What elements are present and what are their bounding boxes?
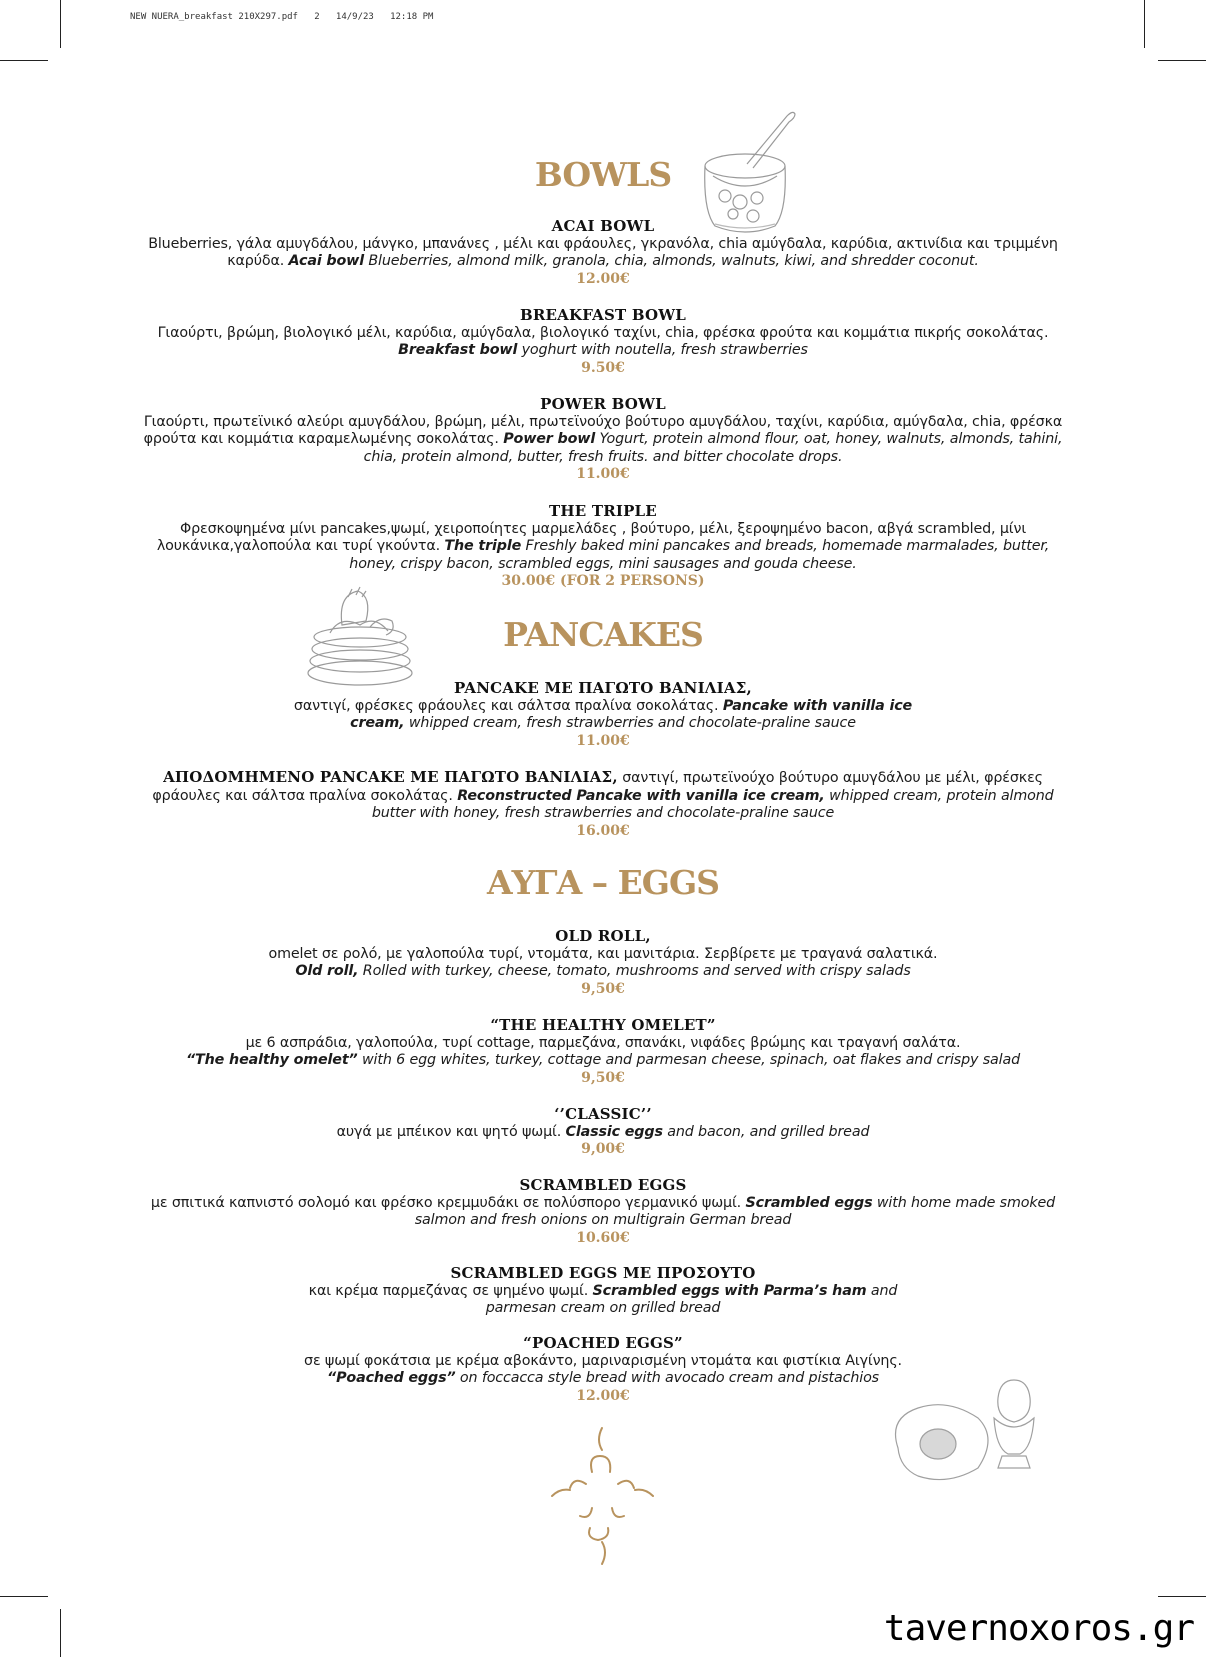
item-name: ‘’CLASSIC’’ xyxy=(554,1105,652,1123)
item-desc-greek: σαντιγί, φρέσκες φράουλες και σάλτσα πραλίνα σοκολάτας. xyxy=(293,697,719,714)
item-price: 9,00€ xyxy=(581,1141,625,1158)
item-en-name: Breakfast bowl xyxy=(398,342,518,359)
item-en-name: Acai bowl xyxy=(288,253,364,270)
item-desc-english: whipped cream, fresh strawberries and chocolate-praline sauce xyxy=(408,715,856,732)
section-title-eggs: ΑΥΓΑ – EGGS xyxy=(486,863,720,902)
item-en-name: Classic eggs xyxy=(565,1123,663,1140)
item-name: THE TRIPLE xyxy=(549,502,657,520)
menu-item-scrambled-eggs xyxy=(140,1177,1066,1247)
item-price: 16.00€ xyxy=(576,822,630,839)
item-description xyxy=(140,414,1066,467)
eggs-sketch-icon xyxy=(888,1378,1048,1488)
yogurt-jar-sketch-icon xyxy=(695,106,805,236)
item-en-name: “Poached eggs” xyxy=(327,1370,456,1387)
item-name: OLD ROLL, xyxy=(555,927,651,945)
brand-logo-ornament xyxy=(530,1420,675,1570)
item-name: ΑΠΟΔΟΜΗΜΕΝΟ PANCAKE ΜΕ ΠΑΓΩΤΟ ΒΑΝΙΛΙΑΣ, xyxy=(163,768,618,786)
item-price: 11.00€ xyxy=(576,466,630,483)
item-price: 9,50€ xyxy=(581,980,625,997)
menu-item-classic xyxy=(140,1106,1066,1159)
item-description xyxy=(140,325,1066,360)
item-desc-english: on foccacca style bread with avocado cream and pistachios xyxy=(459,1370,879,1387)
item-desc-english: and parmesan cream on grilled bread xyxy=(485,1282,898,1317)
item-description xyxy=(140,521,1066,574)
item-en-name: Power bowl xyxy=(503,431,596,448)
item-desc-english: Yogurt, protein almond flour, oat, honey, walnuts, almonds, tahini, chia, protein almond, butter, fresh fruits. and bitter chocolate drops. xyxy=(363,431,1063,465)
item-en-name: “The healthy omelet” xyxy=(185,1052,358,1069)
item-name: BREAKFAST BOWL xyxy=(519,306,687,324)
item-name: SCRAMBLED EGGS xyxy=(519,1176,687,1194)
crop-mark xyxy=(60,1609,61,1657)
crop-mark xyxy=(1158,1596,1206,1597)
item-desc-english: and bacon, and grilled bread xyxy=(667,1123,870,1140)
crop-mark xyxy=(0,60,48,61)
menu-item-power-bowl xyxy=(140,396,1066,484)
item-desc-greek: Γιαούρτι, πρωτεϊνικό αλεύρι αμυγδάλου, βρώμη, μέλι, πρωτεϊνούχο βούτυρο αμυγδάλου, ταχίνι, καρύδια, αμύγδαλα, chia, φρέσκα φρούτα και κομμάτια καραμελωμένης σοκολάτας. xyxy=(143,413,1063,448)
item-desc-greek: και κρέμα παρμεζάνας σε ψημένο ψωμί. xyxy=(308,1282,589,1299)
item-price: 9,50€ xyxy=(581,1069,625,1086)
menu-item-acai-bowl xyxy=(140,218,1066,288)
item-name: “THE HEALTHY OMELET” xyxy=(490,1016,716,1034)
item-description xyxy=(140,946,1066,981)
item-en-name: Scrambled eggs xyxy=(745,1194,873,1211)
crop-mark xyxy=(0,1596,48,1597)
item-desc-greek: omelet σε ρολό, με γαλοπούλα τυρί, ντομάτα, και μανιτάρια. Σερβίρετε με τραγανά σαλατικά. xyxy=(268,945,938,962)
item-desc-english: Rolled with turkey, cheese, tomato, mushrooms and served with crispy salads xyxy=(362,963,911,980)
menu-item-deconstructed-pancake xyxy=(140,769,1066,840)
item-en-name: Scrambled eggs with Parma’s ham xyxy=(592,1282,867,1299)
item-price: 12.00€ xyxy=(576,270,630,287)
item-name: POWER BOWL xyxy=(540,395,666,413)
menu-item-breakfast-bowl xyxy=(140,307,1066,377)
crop-mark xyxy=(60,0,61,48)
menu-item-healthy-omelet xyxy=(140,1017,1066,1087)
item-description xyxy=(140,769,1066,823)
item-desc-greek: Blueberries, γάλα αμυγδάλου, μάνγκο, μπανάνες , μέλι και φράουλες, γκρανόλα, chia αμύγδαλα, καρύδια, ακτινίδια και τριμμένη καρύδα. xyxy=(148,235,1058,270)
item-desc-greek: Φρεσκοψημένα μίνι pancakes,ψωμί, χειροποίητες μαρμελάδες , βούτυρο, μέλι, ξεροψημένο bacon, αβγά scrambled, μίνι λουκάνικα,γαλοπούλα και τυρί γκούντα. xyxy=(156,520,1027,555)
item-price: 9.50€ xyxy=(581,359,625,376)
file-header: NEW NUERA_breakfast 210X297.pdf 2 14/9/23 12:18 PM xyxy=(130,12,434,22)
item-name: PANCAKE ΜΕ ΠΑΓΩΤΟ ΒΑΝΙΛΙΑΣ, xyxy=(454,679,752,697)
item-desc-english: yoghurt with noutella, fresh strawberries xyxy=(521,342,808,359)
crop-mark xyxy=(1144,0,1145,48)
item-description xyxy=(140,236,1066,271)
item-price: 12.00€ xyxy=(576,1387,630,1404)
item-name: ACAI BOWL xyxy=(551,217,655,235)
item-en-name: Old roll, xyxy=(295,963,359,980)
item-en-name: Reconstructed Pancake with vanilla ice cream, xyxy=(457,787,825,804)
item-price: 10.60€ xyxy=(576,1229,630,1246)
item-description xyxy=(140,1035,1066,1070)
item-desc-greek: με 6 ασπράδια, γαλοπούλα, τυρί cottage, παρμεζάνα, σπανάκι, νιφάδες βρώμης και τραγανή σαλάτα. xyxy=(245,1034,961,1051)
item-desc-greek: με σπιτικά καπνιστό σολομό και φρέσκο κρεμμυδάκι σε πολύσπορο γερμανικό ψωμί. xyxy=(150,1194,742,1211)
item-description xyxy=(140,1283,1066,1318)
item-desc-greek: αυγά με μπέικον και ψητό ψωμί. xyxy=(336,1123,562,1140)
item-price: 11.00€ xyxy=(576,732,630,749)
menu-item-the-triple xyxy=(140,503,1066,591)
item-desc-english: whipped cream, protein almond butter with honey, fresh strawberries and chocolate-praline sauce xyxy=(371,787,1054,822)
item-name: SCRAMBLED EGGS ΜΕ ΠΡΟΣΟΥΤΟ xyxy=(450,1264,756,1282)
item-name: “POACHED EGGS” xyxy=(523,1334,683,1352)
item-desc-greek: σαντιγί, πρωτεϊνούχο βούτυρο αμυγδάλου με μέλι, φρέσκες φράουλες και σάλτσα πραλίνα σοκολάτας. xyxy=(152,770,1043,804)
section-title-bowls: BOWLS xyxy=(534,155,672,194)
menu-item-old-roll xyxy=(140,928,1066,998)
item-desc-english: Freshly baked mini pancakes and breads, homemade marmalades, butter, honey, crispy bacon, scrambled eggs, mini sausages and gouda cheese. xyxy=(349,538,1050,572)
item-description xyxy=(140,698,1066,733)
item-desc-greek: σε ψωμί φοκάτσια με κρέμα αβοκάντο, μαριναρισμένη ντομάτα και φιστίκια Αιγίνης. xyxy=(304,1352,902,1369)
menu-item-pancake-vanilla xyxy=(140,680,1066,750)
section-title-pancakes: PANCAKES xyxy=(503,615,703,654)
item-desc-english: Blueberries, almond milk, granola, chia, almonds, walnuts, kiwi, and shredder coconut. xyxy=(368,253,979,270)
item-desc-english: with 6 egg whites, turkey, cottage and parmesan cheese, spinach, oat flakes and crispy salad xyxy=(362,1052,1020,1069)
item-description xyxy=(140,1124,1066,1142)
item-en-name: The triple xyxy=(444,538,522,555)
crop-mark xyxy=(1158,60,1206,61)
item-en-name: Pancake with vanilla ice cream, xyxy=(350,697,913,732)
item-price: 30.00€ (FOR 2 PERSONS) xyxy=(501,573,705,590)
watermark: tavernoxoros.gr xyxy=(883,1608,1194,1649)
item-description xyxy=(140,1195,1066,1230)
item-desc-english: with home made smoked salmon and fresh onions on multigrain German bread xyxy=(414,1194,1056,1229)
item-desc-greek: Γιαούρτι, βρώμη, βιολογικό μέλι, καρύδια, αμύγδαλα, βιολογικό ταχίνι, chia, φρέσκα φρούτα και κομμάτια πικρής σοκολάτας. xyxy=(157,324,1049,341)
menu-item-scrambled-eggs-prosciutto xyxy=(140,1265,1066,1318)
